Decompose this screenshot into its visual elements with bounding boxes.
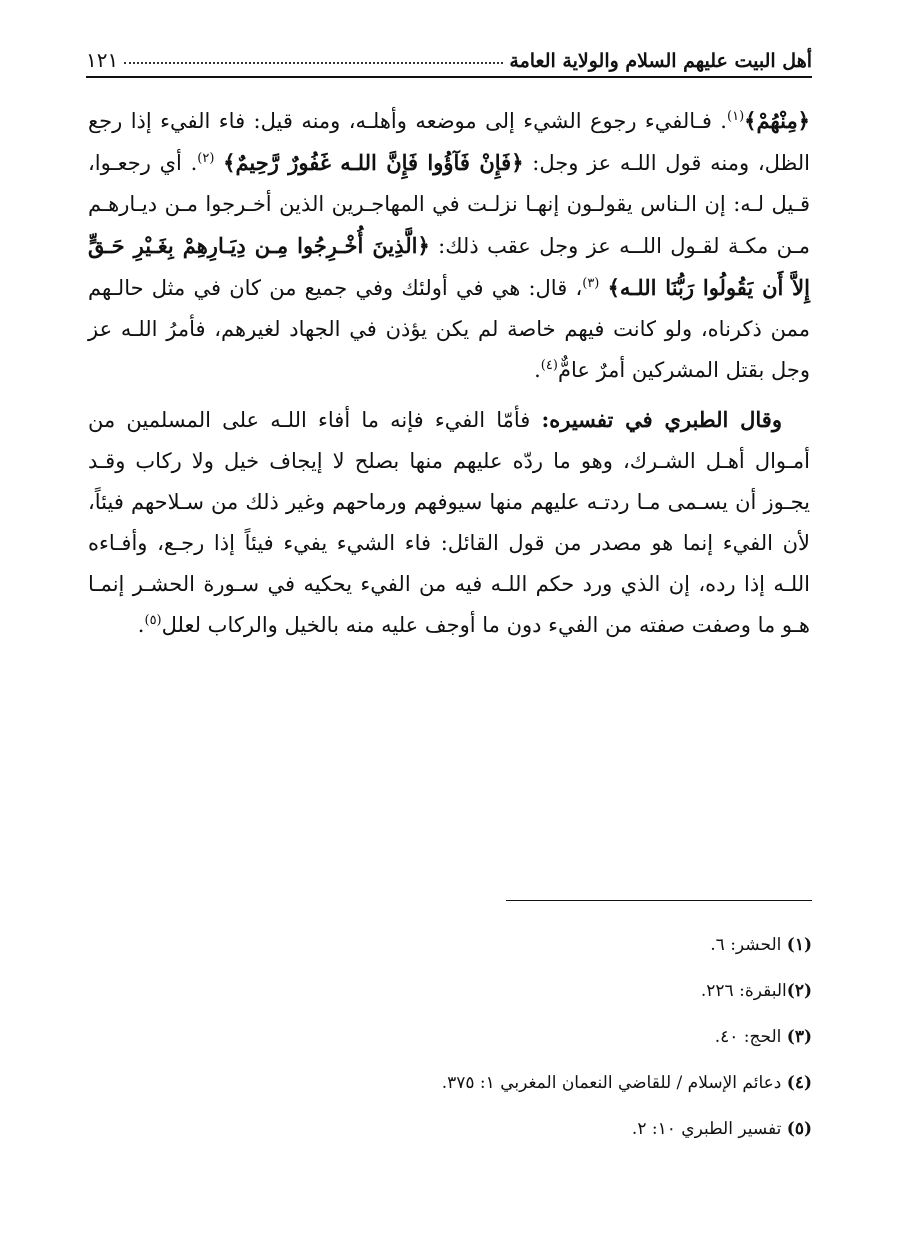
text-segment: . أي رجعـوا، قـيل لـه: إن الـناس يقولـون إنهـا نزلـت في المهاجـرين الذين أخـرجوا مـن ديـارهـم مـن مكـة لقـول اللــه عز وجل عقب ذلك: — [88, 151, 810, 258]
footnote-text: دعائم الإسلام / للقاضي النعمان المغربي ١: ٣٧٥. — [441, 1073, 787, 1093]
footnote-ref: (٣) — [582, 276, 600, 291]
bold-lead: وقال الطبري في تفسيره: — [541, 407, 782, 432]
footnote-number: (٤) — [786, 1073, 812, 1093]
footnote-ref: (٢) — [197, 151, 215, 166]
footnote — [86, 922, 812, 968]
body-text — [88, 100, 810, 646]
footnote-ref: (٤) — [540, 358, 558, 373]
paragraph — [88, 100, 810, 391]
text-segment: ، قال: هي في أولئك وفي جميع من كان في مثل حالـهم ممن ذكرناه، ولو كانت فيهم خاصة لم يكن يؤذن في الجهاد لغيرهم، فأمرُ اللـه عز وجل بقتل المشركين أمرٌ عامٌّ — [88, 276, 810, 382]
footnote-number: (١) — [786, 935, 812, 955]
footnote-text: الحشر: ٦. — [710, 935, 787, 955]
quran-verse: ﴿الَّذِينَ أُخْـرِجُوا مِـن دِيَـارِهِمْ بِغَـيْرِ حَـقٍّ إِلاَّ أَن يَقُولُوا رَبُّنَا اللـه﴾ — [88, 233, 810, 300]
footnotes — [86, 922, 812, 1152]
running-title: أهل البيت عليهم السلام والولاية العامة — [509, 50, 812, 72]
text-segment — [214, 151, 223, 175]
footnote-text: البقرة: ٢٢٦. — [700, 981, 787, 1001]
footnote-separator — [506, 900, 812, 901]
text-segment — [599, 276, 607, 300]
page-number: ١٢١ — [86, 48, 119, 72]
footnote-number: (٢) — [786, 981, 812, 1001]
footnote — [86, 1060, 812, 1106]
footnote — [86, 1014, 812, 1060]
footnote — [86, 968, 812, 1014]
text-segment: . — [137, 613, 145, 637]
footnote-ref: (٥) — [144, 613, 162, 628]
footnote-text: تفسير الطبري ١٠: ٢. — [631, 1119, 787, 1139]
footnote-number: (٣) — [786, 1027, 812, 1047]
quran-verse: ﴿مِنْهُمْ﴾ — [744, 108, 810, 133]
header-rule — [86, 76, 812, 78]
footnote-ref: (١) — [727, 109, 745, 124]
footnote-text: الحج: ٤٠. — [714, 1027, 787, 1047]
footnote — [86, 1106, 812, 1152]
text-segment: . — [534, 358, 541, 382]
text-segment: . فـالفيء رجوع الشيء إلى موضعه وأهلـه، ومنه قيل: فاء الفيء إذا رجع الظل، ومنه قول اللـه عز وجل: — [88, 109, 810, 175]
leader-dots — [124, 62, 503, 64]
paragraph — [88, 399, 810, 646]
footnote-number: (٥) — [786, 1119, 812, 1139]
running-head — [86, 34, 812, 72]
text-segment: فأمّا الفيء فإنه ما أفاء اللـه على المسلمين من أمـوال أهـل الشـرك، وهو ما ردّه عليهم منها بصلح لا إيجاف خيل ولا ركاب وقـد يجـوز أن يسـمى مـا ردتـه عليهم منها سيوفهم ورماحهم وغير ذلك من سـلاحهم فيئاً، لأن الفيء إنما هو مصدر من قول القائل: فاء الشيء يفيء فيئاً إذا رجـع، وأفـاءه اللـه إذا رده، إن الذي ورد حكم اللـه فيه من الفيء يحكيه في سـورة الحشـر إنمـا هـو ما وصفت صفته من الفيء دون ما أوجف عليه منه بالخيل والركاب لعلل — [88, 408, 810, 637]
quran-verse: ﴿فَإِنْ فَآؤُوا فَإِنَّ اللـه غَفُورٌ رَّحِيمٌ﴾ — [223, 150, 524, 175]
